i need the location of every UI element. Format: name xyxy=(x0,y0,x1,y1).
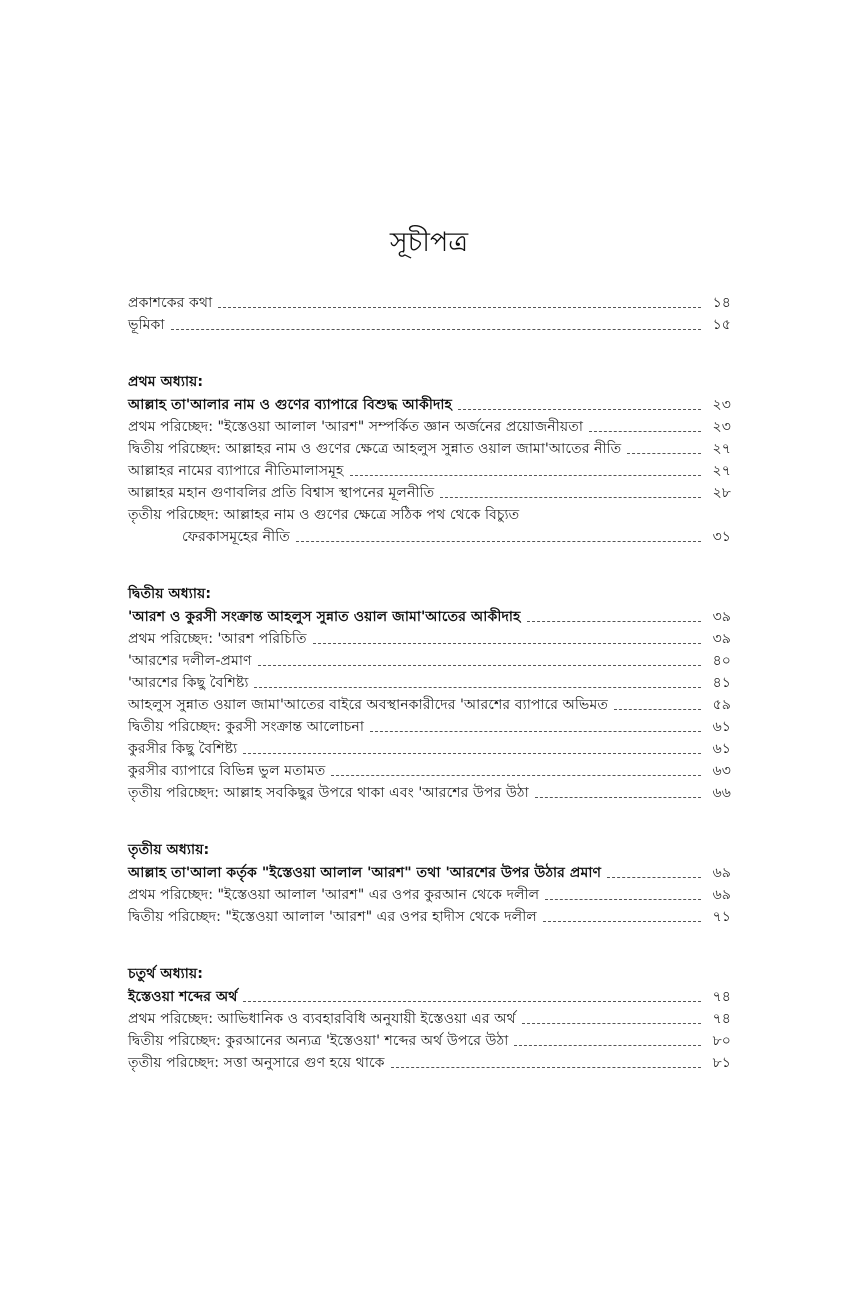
dot-leader xyxy=(535,797,701,798)
toc-entry xyxy=(128,760,731,782)
toc-entry xyxy=(128,314,731,336)
toc-page-number: ৬৯ xyxy=(712,865,731,881)
section-spacer xyxy=(128,804,731,838)
toc-entry xyxy=(128,716,731,738)
dot-leader xyxy=(458,409,701,410)
toc-entry-label: দ্বিতীয় পরিচ্ছেদ: "ইস্তেওয়া আলাল 'আরশ" এর ওপর হাদীস থেকে দলীল xyxy=(128,909,537,925)
toc-entry-label: ভূমিকা xyxy=(128,317,165,333)
toc-page-number: ৪০ xyxy=(712,653,731,669)
toc-entry xyxy=(128,1052,731,1074)
chapters-list xyxy=(128,336,731,1074)
toc-page-number: ৮০ xyxy=(712,1033,731,1049)
toc-entry xyxy=(128,782,731,804)
chapter-heading: তৃতীয় অধ্যায়: xyxy=(128,842,210,858)
toc-entry-label: আহলুস সুন্নাত ওয়াল জামা'আতের বাইরে অবস্থানকারীদের 'আরশের ব্যাপারে অভিমত xyxy=(128,697,609,713)
toc-entry xyxy=(128,986,731,1008)
toc-entry-label: কুরসীর কিছু বৈশিষ্ট্য xyxy=(128,741,238,757)
toc-entry-label: 'আরশের দলীল-প্রমাণ xyxy=(128,653,252,669)
toc-entry-label: প্রকাশকের কথা xyxy=(128,295,213,311)
page-title: সূচীপত্র xyxy=(389,227,469,258)
table-of-contents xyxy=(128,292,731,1074)
dot-leader xyxy=(527,621,701,622)
dot-leader xyxy=(627,453,701,454)
dot-leader xyxy=(607,877,701,878)
toc-page-number: ৩৯ xyxy=(712,631,731,647)
dot-leader xyxy=(313,643,701,644)
toc-entry xyxy=(128,650,731,672)
dot-leader xyxy=(254,687,701,688)
dot-leader xyxy=(350,475,702,476)
toc-page-number: ৫৯ xyxy=(712,697,731,713)
dot-leader xyxy=(243,1001,701,1002)
toc-page-number: ৬১ xyxy=(712,741,731,757)
toc-entry xyxy=(128,482,731,504)
chapter-heading: চতুর্থ অধ্যায়: xyxy=(128,966,203,982)
toc-page-number: ৬৯ xyxy=(712,887,731,903)
toc-entry xyxy=(128,1030,731,1052)
toc-entry-label: আল্লাহর মহান গুণাবলির প্রতি বিশ্বাস স্থাপনের মূলনীতি xyxy=(128,485,435,501)
dot-leader xyxy=(543,921,701,922)
toc-entry xyxy=(128,606,731,628)
dot-leader xyxy=(258,665,701,666)
dot-leader xyxy=(522,1023,701,1024)
toc-entry-label: 'আরশ ও কুরসী সংক্রান্ত আহলুস সুন্নাত ওয়াল জামা'আতের আকীদাহ xyxy=(128,609,521,625)
toc-page-number: ৬৬ xyxy=(712,785,731,801)
toc-page-number: ১৫ xyxy=(712,317,731,333)
dot-leader xyxy=(545,899,701,900)
toc-page-number: ১৪ xyxy=(712,295,731,311)
toc-page-number: ৩১ xyxy=(712,529,731,545)
toc-page-number: ২৭ xyxy=(712,441,731,457)
chapter-heading: প্রথম অধ্যায়: xyxy=(128,374,204,390)
toc-entry-label: দ্বিতীয় পরিচ্ছেদ: কুরআনের অন্যত্র 'ইস্তেওয়া' শব্দের অর্থ উপরে উঠা xyxy=(128,1033,509,1049)
toc-page-number: ২৭ xyxy=(712,463,731,479)
toc-entry-label: দ্বিতীয় পরিচ্ছেদ: কুরসী সংক্রান্ত আলোচনা xyxy=(128,719,365,735)
toc-entry-label: কুরসীর ব্যাপারে বিভিন্ন ভুল মতামত xyxy=(128,763,326,779)
section-spacer xyxy=(128,548,731,582)
dot-leader xyxy=(171,329,701,330)
toc-page-number: ৮১ xyxy=(712,1055,731,1071)
toc-page-number: ৭৪ xyxy=(712,1011,731,1027)
toc-entry-label: তৃতীয় পরিচ্ছেদ: সত্তা অনুসারে গুণ হয়ে থাকে xyxy=(128,1055,385,1071)
toc-entry-label: প্রথম পরিচ্ছেদ: "ইস্তেওয়া আলাল 'আরশ" এর ওপর কুরআন থেকে দলীল xyxy=(128,887,540,903)
dot-leader xyxy=(514,1045,701,1046)
toc-entry-label: তৃতীয় পরিচ্ছেদ: আল্লাহর নাম ও গুণের ক্ষেত্রে সঠিক পথ থেকে বিচ্যুত xyxy=(128,507,520,523)
dot-leader xyxy=(440,497,701,498)
dot-leader xyxy=(243,753,701,754)
dot-leader xyxy=(391,1067,701,1068)
dot-leader xyxy=(331,775,701,776)
toc-entry xyxy=(128,526,731,548)
toc-entry-label: প্রথম পরিচ্ছেদ: 'আরশ পরিচিতি xyxy=(128,631,307,647)
chapter-section xyxy=(128,370,731,548)
toc-page-number: ২৩ xyxy=(712,397,731,413)
toc-entry-label: আল্লাহর নামের ব্যাপারে নীতিমালাসমূহ xyxy=(128,463,344,479)
section-spacer xyxy=(128,336,731,370)
toc-page-number: ৭৪ xyxy=(712,989,731,1005)
toc-entry xyxy=(128,438,731,460)
toc-page-number: ৬৩ xyxy=(712,763,731,779)
toc-entry xyxy=(128,628,731,650)
chapter-heading: দ্বিতীয় অধ্যায়: xyxy=(128,586,211,602)
toc-entry-label: প্রথম পরিচ্ছেদ: "ইস্তেওয়া আলাল 'আরশ" সম্পর্কিত জ্ঞান অর্জনের প্রয়োজনীয়তা xyxy=(128,419,583,435)
toc-entry-label: আল্লাহ তা'আলার নাম ও গুণের ব্যাপারে বিশুদ্ধ আকীদাহ xyxy=(128,397,452,413)
toc-entry-label: ইস্তেওয়া শব্দের অর্থ xyxy=(128,989,238,1005)
toc-page-number: ২৮ xyxy=(712,485,731,501)
toc-entry-label: 'আরশের কিছু বৈশিষ্ট্য xyxy=(128,675,249,691)
toc-entry xyxy=(128,1008,731,1030)
toc-entry-label: দ্বিতীয় পরিচ্ছেদ: আল্লাহর নাম ও গুণের ক্ষেত্রে আহলুস সুন্নাত ওয়াল জামা'আতের নীতি xyxy=(128,441,622,457)
chapter-section xyxy=(128,582,731,804)
dot-leader xyxy=(218,307,701,308)
dot-leader xyxy=(296,541,701,542)
front-matter xyxy=(128,292,731,336)
toc-entry xyxy=(128,862,731,884)
toc-entry xyxy=(128,884,731,906)
toc-entry xyxy=(128,416,731,438)
dot-leader xyxy=(589,431,701,432)
toc-page-number: ৪১ xyxy=(712,675,731,691)
dot-leader xyxy=(614,709,701,710)
toc-page-number: ৭১ xyxy=(712,909,731,925)
chapter-section xyxy=(128,838,731,928)
toc-entry xyxy=(128,460,731,482)
toc-entry-label: প্রথম পরিচ্ছেদ: আভিধানিক ও ব্যবহারবিধি অনুযায়ী ইস্তেওয়া এর অর্থ xyxy=(128,1011,516,1027)
toc-page-number: ২৩ xyxy=(712,419,731,435)
toc-entry-label: তৃতীয় পরিচ্ছেদ: আল্লাহ সবকিছুর উপরে থাকা এবং 'আরশের উপর উঠা xyxy=(128,785,529,801)
toc-entry xyxy=(128,292,731,314)
toc-entry xyxy=(128,394,731,416)
chapter-section xyxy=(128,962,731,1074)
toc-entry xyxy=(128,504,731,526)
toc-entry xyxy=(128,906,731,928)
toc-entry-label: ফেরকাসমূহের নীতি xyxy=(182,529,290,545)
toc-page-number: ৩৯ xyxy=(712,609,731,625)
toc-page-number: ৬১ xyxy=(712,719,731,735)
section-spacer xyxy=(128,928,731,962)
toc-entry xyxy=(128,694,731,716)
dot-leader xyxy=(370,731,701,732)
toc-entry xyxy=(128,738,731,760)
toc-entry-label: আল্লাহ তা'আলা কর্তৃক "ইস্তেওয়া আলাল 'আরশ" তথা 'আরশের উপর উঠার প্রমাণ xyxy=(128,865,602,881)
toc-entry xyxy=(128,672,731,694)
